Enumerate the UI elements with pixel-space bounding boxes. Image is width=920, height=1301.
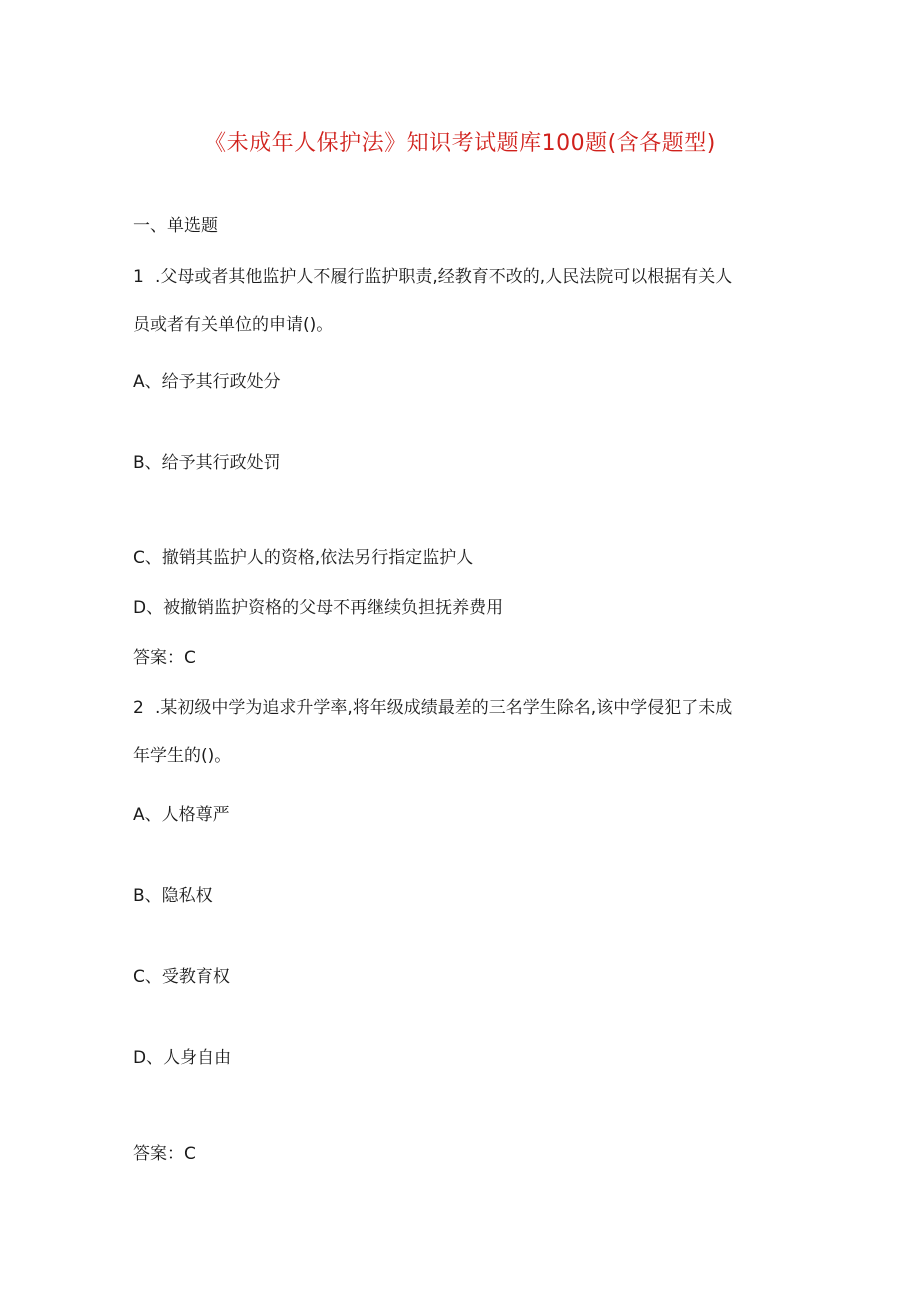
section-heading: 一、单选题 (133, 216, 218, 236)
question-text: .某初级中学为追求升学率,将年级成绩最差的三名学生除名,该中学侵犯了未成 (155, 698, 733, 718)
question-2-option-c: C、受教育权 (133, 967, 230, 987)
question-1-answer: 答案：C (133, 648, 196, 668)
question-2-answer: 答案：C (133, 1144, 196, 1164)
question-1-stem-line-2: 员或者有关单位的申请()。 (133, 315, 334, 335)
question-2-stem-line-1 (133, 697, 732, 719)
question-1-stem-line-1 (133, 266, 732, 288)
question-2-option-a: A、人格尊严 (133, 805, 230, 825)
document-title: 《未成年人保护法》知识考试题库100题(含各题型) (204, 131, 716, 156)
question-1-option-b: B、给予其行政处罚 (133, 453, 281, 473)
question-2-option-d: D、人身自由 (133, 1048, 232, 1068)
question-2-option-b: B、隐私权 (133, 886, 213, 906)
question-2-stem-line-2: 年学生的()。 (133, 746, 232, 766)
question-number: 1 (133, 267, 144, 287)
question-1-option-c: C、撤销其监护人的资格,依法另行指定监护人 (133, 548, 474, 568)
question-1-option-a: A、给予其行政处分 (133, 372, 281, 392)
question-text: .父母或者其他监护人不履行监护职责,经教育不改的,人民法院可以根据有关人 (155, 267, 733, 287)
question-1-option-d: D、被撤销监护资格的父母不再继续负担抚养费用 (133, 598, 504, 618)
question-number: 2 (133, 698, 144, 718)
